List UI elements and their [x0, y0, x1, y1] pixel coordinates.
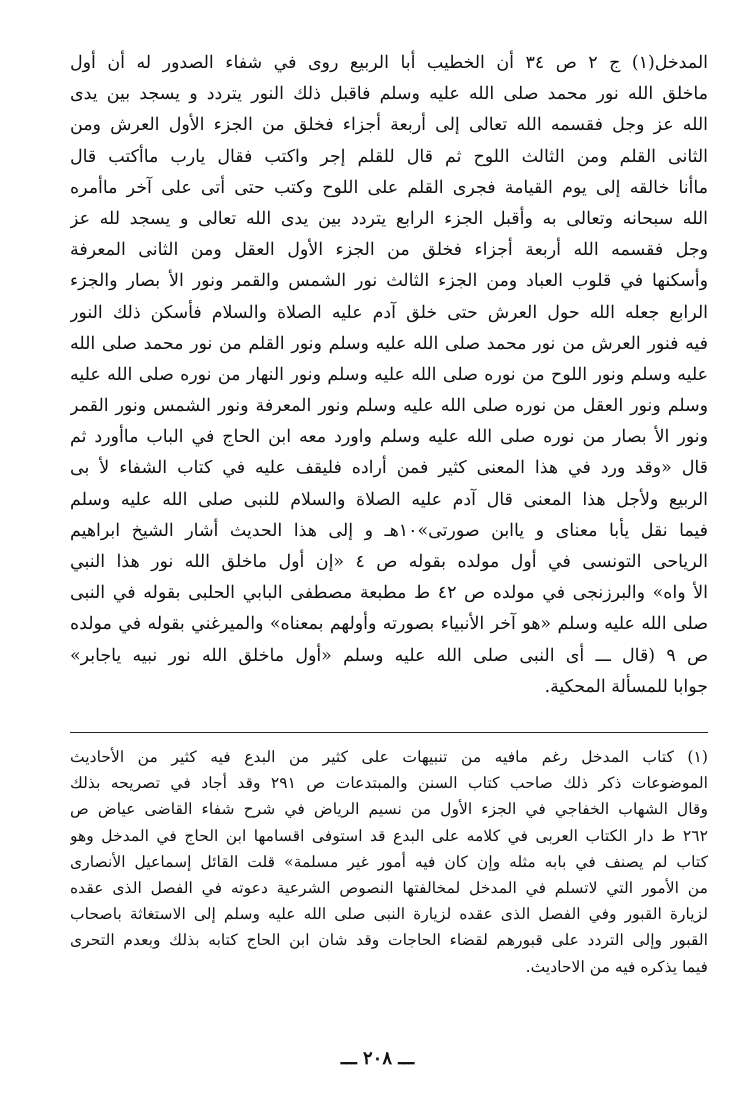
- text-line: ماخلق الله نور محمد صلى الله عليه وسلم فاقبل ذلك النور يتردد و يسجد بين يدى: [70, 84, 708, 105]
- footnote-line: (١) كتاب المدخل رغم مافيه من تنبيهات على كثير من البدع فيه كثير من الأحاديث: [70, 748, 708, 766]
- footnote: [70, 744, 708, 980]
- page-number: ـــ ٢٠٨ ـــ: [340, 1048, 415, 1069]
- text-line: ص ٩ (قال ـــ أى النبى صلى الله عليه وسلم «أول ماخلق الله نور نبيه ياجابر»: [70, 645, 708, 666]
- text-line: المدخل(١) ج ٢ ص ٣٤ أن الخطيب أبا الربيع روى في شفاء الصدور له أن أول: [70, 53, 708, 73]
- text-line: وأسكنها في قلوب العباد ومن الجزء الثالث نور الشمس والقمر ونور الأ بصار والجزء: [70, 271, 708, 292]
- footnote-line: الموضوعات ذكر ذلك صاحب كتاب السنن والمبتدعات ص ٢٩١ وقد أجاد في تصريحه بذلك: [70, 774, 708, 793]
- text-line: وجل فقسمه الله أربعة أجزاء فخلق من الجزء الأول العقل ومن الثانى المعرفة: [70, 240, 708, 261]
- text-line: صلى الله عليه وسلم «هو آخر الأنبياء بصورته وأولهم بمعناه» والميرغني بقوله في مولده: [70, 614, 708, 635]
- footnote-separator: [70, 732, 708, 733]
- text-line: ماأنا خالقه إلى يوم القيامة فجرى القلم على اللوح وكتب حتى أتى على آخر ماأمره: [70, 177, 708, 198]
- text-line: جوابا للمسألة المحكية.: [544, 676, 708, 697]
- text-line: الثانى القلم ومن الثالث اللوح ثم قال للقلم إجر واكتب فقال يارب ماأكتب قال: [70, 146, 708, 167]
- text-line: عليه وسلم ونور اللوح من نوره صلى الله عليه وسلم ونور النهار من نوره صلى الله عليه: [70, 364, 708, 385]
- footnote-line: ٢٦٢ ط دار الكتاب العربى في كلامه على البدع قد استوفى اقسامها ابن الحاج في المدخل وهو: [70, 826, 708, 845]
- text-line: فيه فنور العرش من نور محمد صلى الله عليه وسلم ونور القلم من نور محمد صلى الله: [70, 333, 708, 354]
- footnote-line: لزيارة القبور وفي الفصل الذى عقده لزيارة النبى صلى الله عليه وسلم إلى الاستغاثة باصحاب: [70, 905, 708, 924]
- text-line: قال «وقد ورد في هذا المعنى كثير فمن أراده فليقف عليه في كتاب الشفاء لأ بى: [70, 458, 708, 479]
- text-line: وسلم ونور العقل من نوره صلى الله عليه وسلم ونور المعرفة ونور الشمس ونور القمر: [70, 396, 708, 417]
- text-line: الرياحى التونسى في أول مولده بقوله ص ٤ «إن أول ماخلق الله نور هذا النبي: [70, 552, 708, 572]
- text-line: الأ واه» والبرزنجى في مولده ص ٤٢ ط مطبعة مصطفى البابي الحلبى بقوله في النبى: [70, 583, 708, 604]
- text-line: فيما نقل يأبا معناى و ياابن صورتى»١٠هـ و إلى هذا الحديث أشار الشيخ ابراهيم: [70, 520, 708, 541]
- footnote-line: وقال الشهاب الخفاجي في الجزء الأول من نسيم الرياض في شرح شفاء القاضى عياض ص: [70, 800, 708, 819]
- text-line: الله سبحانه وتعالى به وأقبل الجزء الرابع يتردد بين يدى الله تعالى و يسجد لله عز: [70, 208, 708, 229]
- footnote-line: فيما يذكره فيه من الاحاديث.: [525, 957, 708, 976]
- text-line: الرابع جعله الله حول العرش حتى خلق آدم عليه الصلاة والسلام فأسكن ذلك النور: [70, 302, 708, 323]
- footnote-line: القبور وإلى التردد على قبورهم لقضاء الحاجات وقد شان ابن الحاج كتابه بذلك وبعدم التحرى: [70, 931, 708, 950]
- text-line: الله عز وجل فقسمه الله تعالى إلى أربعة أجزاء فخلق من الجزء الأول العرش ومن: [70, 115, 708, 136]
- main-text: [70, 48, 708, 703]
- footnote-line: كتاب لم يصنف في بابه مثله وإن كان فيه أمور غير مسلمة» قلت القائل إسماعيل الأنصارى: [70, 852, 708, 871]
- text-line: الربيع ولأجل هذا المعنى قال آدم عليه الصلاة والسلام للنبى صلى الله عليه وسلم: [70, 489, 708, 510]
- text-line: ونور الأ بصار من نوره صلى الله عليه وسلم واورد معه ابن الحاج في الباب ماأورد ثم: [70, 427, 708, 448]
- footnote-line: من الأمور التي لاتسلم في المدخل لمخالفتها النصوص الشرعية دعوته في الفصل الذى عقده: [70, 878, 708, 897]
